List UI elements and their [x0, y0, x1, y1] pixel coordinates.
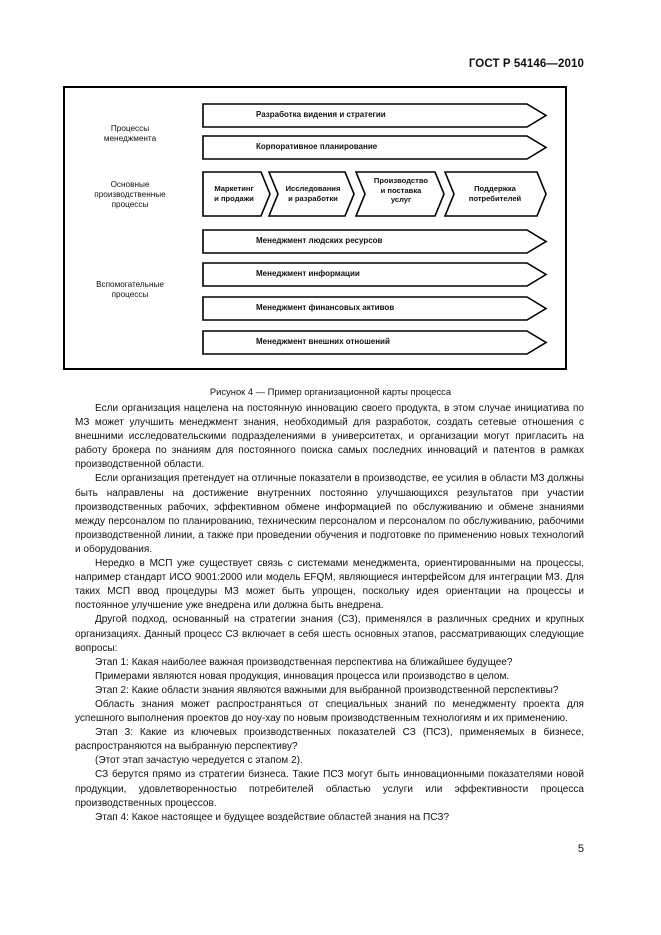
paragraph: (Этот этап зачастую чередуется с этапом 2).	[95, 755, 303, 767]
paragraph: Примерами являются новая продукция, инновация процесса или производство в целом.	[95, 670, 510, 682]
core-process-label-line: и разработки	[288, 193, 338, 203]
core-process-label-line: Поддержка	[474, 184, 516, 193]
core-process-label-line: потребителей	[468, 193, 522, 203]
support-process-label: Менеджмент информации	[256, 269, 360, 278]
core-process-label	[278, 184, 348, 203]
group-label-line: Вспомогательные	[96, 280, 164, 289]
core-process-label-line: Исследования	[285, 184, 341, 193]
paragraph-step-1: Этап 1: Какая наиболее важная производственная перспектива на ближайшее будущее?	[95, 656, 513, 668]
paragraph: Другой подход, основанный на стратегии знания (СЗ), применялся в различных средних и крупных организациях. Данный процесс СЗ включает в себя шесть основных этапов, рассматривающих следующие вопросы:	[75, 614, 584, 654]
group-label-line: менеджмента	[103, 134, 157, 143]
paragraph: СЗ берутся прямо из стратегии бизнеса. Такие ПСЗ могут быть инновационными показателями новой продукции, удовлетворенностью потребителей областью услуги или эффективности процесса производственных процессов.	[75, 769, 584, 809]
paragraph-step-4: Этап 4: Какое настоящее и будущее воздействие областей знания на ПСЗ?	[95, 811, 450, 823]
group-label-line: процессы	[111, 290, 149, 299]
paragraph-step-2: Этап 2: Какие области знания являются важными для выбранной производственной перспективы?	[95, 684, 559, 696]
group-label-line: процессы	[111, 200, 149, 209]
body-text	[75, 402, 584, 825]
page-number: 5	[577, 843, 584, 855]
core-process-label	[205, 184, 263, 203]
paragraph: Если организация претендует на отличные показатели в производстве, ее усилия в области МЗ должны быть направлены на достижение внутренних постоянно улучшающихся результатов при участии производственных рабочих, эффективном обмене информацией по обслуживанию и обмене знаниями между персоналом по планированию, техническим персоналом и персоналом по обслуживанию, рабочими производственной линии, а также при проведении обучения и подготовке по применению новых технологий и оборудования.	[75, 473, 584, 555]
group-label-line: производственные	[94, 190, 166, 199]
figure-caption: Рисунок 4 — Пример организационной карты процесса	[209, 386, 452, 397]
support-process-label: Менеджмент внешних отношений	[256, 337, 390, 346]
support-process-label: Менеджмент финансовых активов	[256, 303, 395, 312]
arrow-shape-support-2	[203, 263, 546, 286]
group-label-support	[70, 280, 190, 300]
core-process-label-line: Производство	[373, 176, 429, 185]
management-process-label: Разработка видения и стратегии	[256, 110, 386, 119]
group-label-management	[70, 124, 190, 144]
core-process-label-line: услуг	[390, 195, 412, 204]
group-label-line: Основные	[110, 180, 150, 189]
paragraph-step-3: Этап 3: Какие из ключевых производственных показателей СЗ (ПСЗ), применяемых в бизнесе, распространяются на выбранную перспективу?	[75, 727, 584, 753]
core-process-label-line: Маркетинг	[214, 184, 254, 193]
core-process-label-line: и поставка	[380, 185, 422, 195]
paragraph: Область знания может распространяться от специальных знаний по менеджменту проекта для успешного выполнения проектов до ноу-хау по новым производственным технологиям и их применению.	[75, 698, 584, 725]
standard-id-header: ГОСТ Р 54146—2010	[468, 58, 584, 70]
support-process-label: Менеджмент людских ресурсов	[256, 236, 383, 245]
core-process-label-line: и продажи	[214, 193, 254, 203]
process-map-diagram	[0, 0, 661, 400]
core-process-label	[364, 176, 438, 205]
paragraph: Если организация нацелена на постоянную инновацию своего продукта, в этом случае инициатива по МЗ может улучшить менеджмент знания, необходимый для разработок, создать сетевые отношения с внешними исследовательскими подразделениями в университетах, и организации могут пригласить на работу брокера по знаниям для постоянного поиска самых последних инноваций и патентов в рамках производственной области.	[75, 403, 584, 471]
group-label-line: Процессы	[110, 124, 150, 133]
paragraph: Нередко в МСП уже существует связь с системами менеджмента, ориентированными на процессы, например стандарт ИСО 9001:2000 или модель EFQM, являющиеся интерфейсом для интеграции МЗ. Для таких МСП ввод процедуры МЗ может быть упрощен, поскольку идея ориентации на процессы и постоянное улучшение уже внедрена или должна быть внедрена.	[75, 558, 584, 612]
group-label-core	[70, 180, 190, 210]
management-process-label: Корпоративное планирование	[256, 142, 378, 151]
core-process-label	[452, 184, 538, 203]
